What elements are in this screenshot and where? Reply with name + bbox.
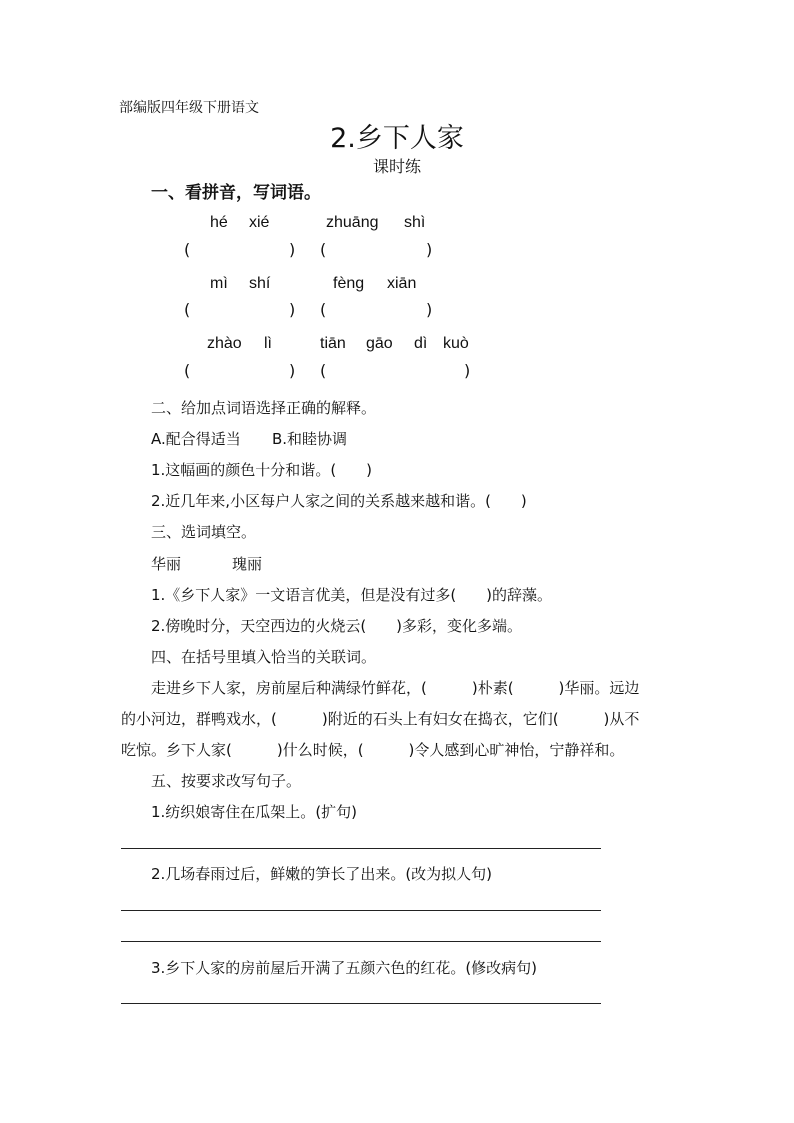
section3-heading: 三、选词填空。 [151, 523, 257, 541]
answer-close-paren: ) [289, 240, 296, 259]
answer-close-paren: ) [426, 300, 433, 319]
pinyin: mì [210, 275, 228, 292]
section3-question-2: 2.傍晚时分，天空西边的火烧云( )多彩，变化多端。 [151, 617, 523, 635]
section3-question-1: 1.《乡下人家》一文语言优美，但是没有过多( )的辞藻。 [151, 586, 553, 604]
pinyin: shì [404, 214, 426, 231]
course-header: 部编版四年级下册语文 [119, 100, 259, 116]
pinyin: fèng [333, 275, 365, 292]
answer-open-paren: ( [320, 240, 327, 259]
answer-open-paren: ( [184, 240, 191, 259]
paragraph-line: 走进乡下人家，房前屋后种满绿竹鲜花，( )朴素( )华丽。远边 [151, 679, 640, 697]
pinyin: zhuāng [326, 214, 379, 231]
answer-line [121, 1003, 601, 1004]
section5-heading: 五、按要求改写句子。 [151, 772, 302, 790]
word-choice-1: 华丽 [151, 555, 182, 573]
answer-open-paren: ( [184, 361, 191, 380]
section2-question-1: 1.这幅画的颜色十分和谐。( ) [151, 461, 373, 479]
section5-question-3: 3.乡下人家的房前屋后开满了五颜六色的红花。(修改病句) [151, 959, 538, 977]
pinyin: xié [249, 214, 270, 231]
answer-line [121, 941, 601, 942]
answer-open-paren: ( [184, 300, 191, 319]
pinyin: tiān [320, 335, 346, 352]
section2-heading: 二、给加点词语选择正确的解释。 [151, 399, 377, 417]
page-subtitle: 课时练 [372, 157, 421, 176]
pinyin: zhào [207, 335, 242, 352]
word-choice-2: 瑰丽 [232, 555, 263, 573]
section1-heading: 一、看拼音，写词语。 [151, 183, 321, 203]
answer-close-paren: ) [289, 300, 296, 319]
section4-heading: 四、在括号里填入恰当的关联词。 [151, 648, 377, 666]
pinyin: hé [210, 214, 228, 231]
page-title: 2.乡下人家 [330, 123, 464, 154]
pinyin: xiān [387, 275, 417, 292]
pinyin: dì [414, 335, 428, 352]
section5-question-1: 1.纺织娘寄住在瓜架上。(扩句) [151, 803, 358, 821]
option-b: B.和睦协调 [272, 430, 348, 448]
pinyin: gāo [366, 335, 393, 352]
answer-close-paren: ) [289, 361, 296, 380]
answer-line [121, 910, 601, 911]
answer-open-paren: ( [320, 300, 327, 319]
option-a: A.配合得适当 [151, 430, 241, 448]
section2-question-2: 2.近几年来,小区每户人家之间的关系越来越和谐。( ) [151, 492, 527, 510]
section5-question-2: 2.几场春雨过后，鲜嫩的笋长了出来。(改为拟人句) [151, 865, 493, 883]
answer-open-paren: ( [320, 361, 327, 380]
answer-close-paren: ) [426, 240, 433, 259]
pinyin: shí [249, 275, 271, 292]
paragraph-line: 的小河边，群鸭戏水，( )附近的石头上有妇女在捣衣，它们( )从不 [121, 710, 640, 728]
answer-line [121, 848, 601, 849]
answer-close-paren: ) [464, 361, 471, 380]
pinyin: lì [264, 335, 272, 352]
pinyin: kuò [443, 335, 469, 352]
paragraph-line: 吃惊。乡下人家( )什么时候，( )令人感到心旷神怡，宁静祥和。 [121, 741, 625, 759]
